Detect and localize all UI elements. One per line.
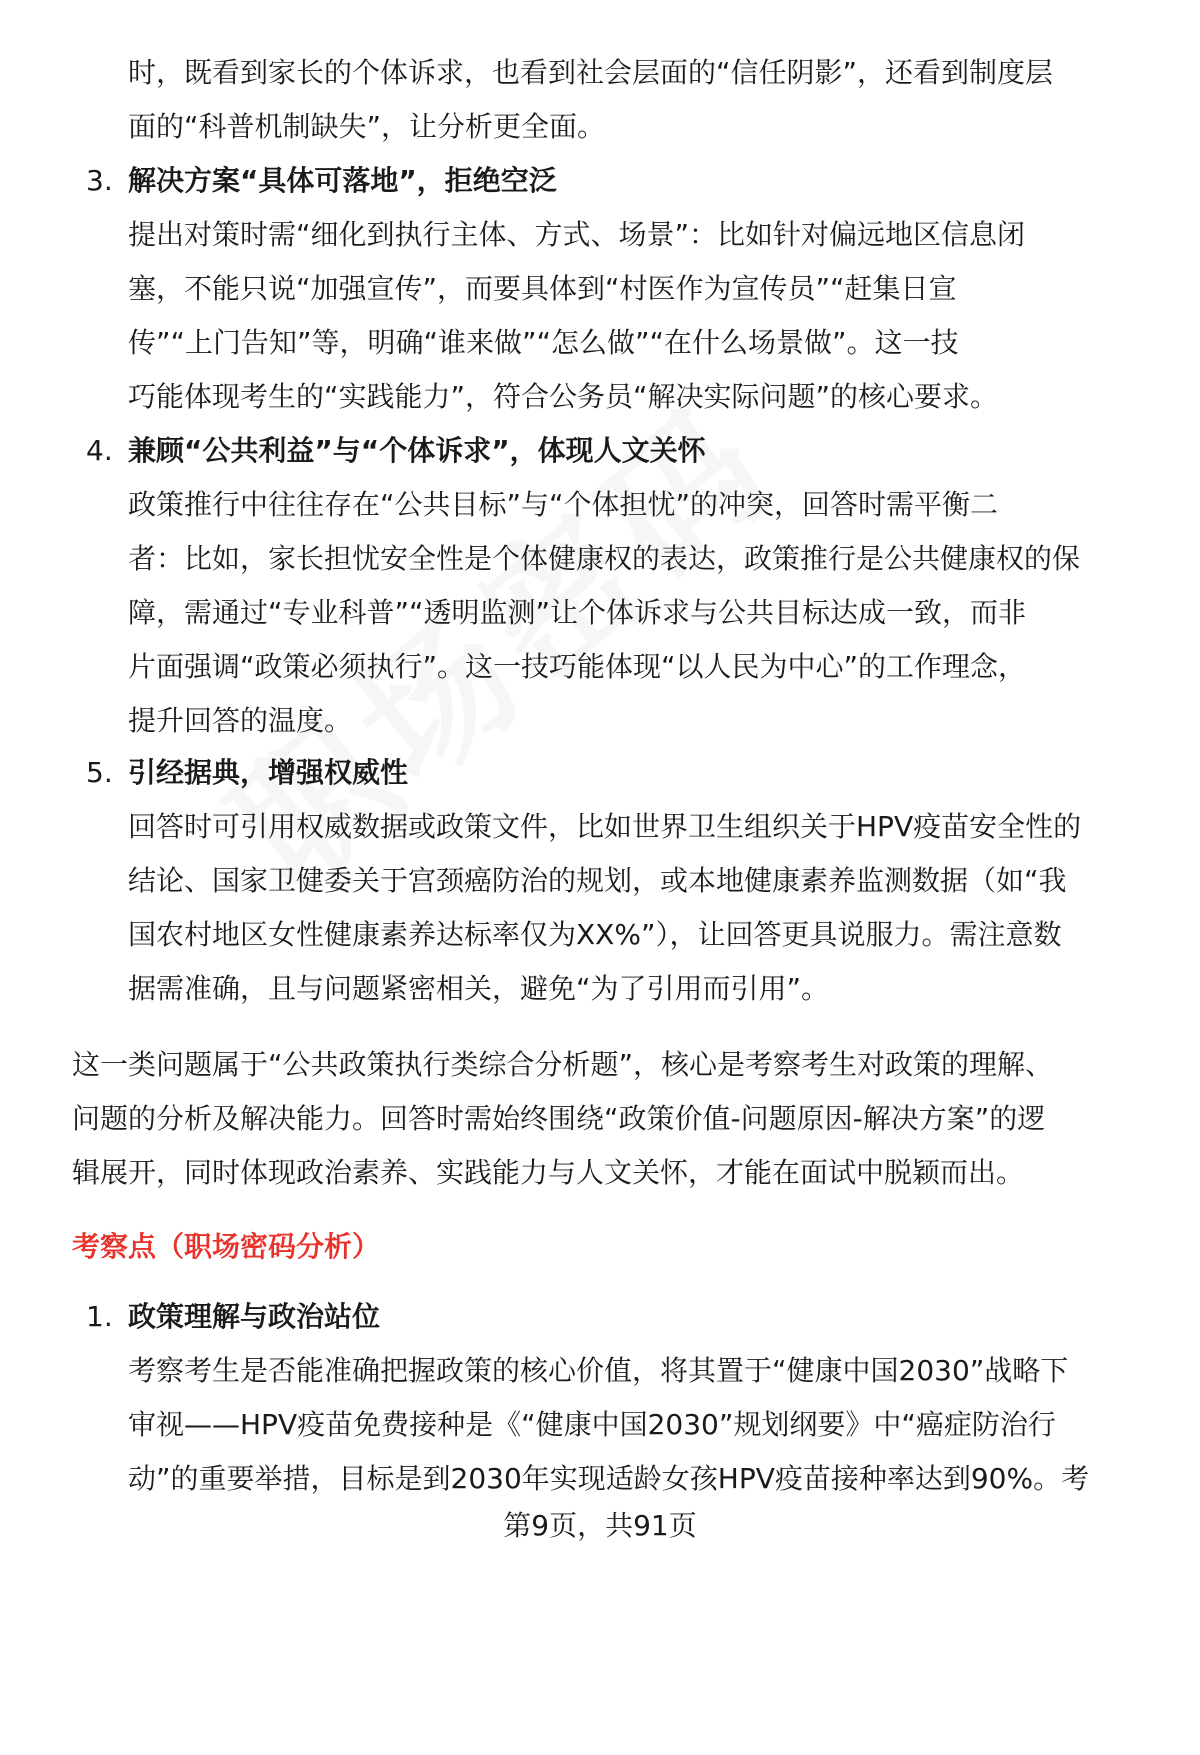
list-item-number: 4. bbox=[86, 434, 113, 467]
list-item-title bbox=[86, 744, 408, 803]
paragraph-line: 片面强调“政策必须执行”。这一技巧能体现“以人民为中心”的工作理念， bbox=[128, 650, 1027, 683]
list-item-title bbox=[86, 1288, 380, 1347]
paragraph-line: 动”的重要举措，目标是到2030年实现适龄女孩HPV疫苗接种率达到90%。考 bbox=[128, 1462, 1090, 1495]
paragraph-line: 据需准确，且与问题紧密相关，避免“为了引用而引用”。 bbox=[128, 972, 830, 1005]
paragraph-line: 提出对策时需“细化到执行主体、方式、场景”：比如针对偏远地区信息闭 bbox=[128, 218, 1026, 251]
paragraph-line: 传”“上门告知”等，明确“谁来做”“怎么做”“在什么场景做”。这一技 bbox=[128, 326, 959, 359]
summary-line: 问题的分析及解决能力。回答时需始终围绕“政策价值-问题原因-解决方案”的逻 bbox=[72, 1102, 1046, 1135]
paragraph-line: 回答时可引用权威数据或政策文件，比如世界卫生组织关于HPV疫苗安全性的 bbox=[128, 810, 1082, 843]
list-item-number: 1. bbox=[86, 1300, 113, 1333]
paragraph-line: 时，既看到家长的个体诉求，也看到社会层面的“信任阴影”，还看到制度层 bbox=[128, 56, 1054, 89]
list-item-heading: 解决方案“具体可落地”，拒绝空泛 bbox=[128, 164, 557, 197]
list-item-heading: 政策理解与政治站位 bbox=[128, 1300, 381, 1333]
paragraph-line: 巧能体现考生的“实践能力”，符合公务员“解决实际问题”的核心要求。 bbox=[128, 380, 999, 413]
paragraph-line: 政策推行中往往存在“公共目标”与“个体担忧”的冲突，回答时需平衡二 bbox=[128, 488, 999, 521]
list-item-heading: 兼顾“公共利益”与“个体诉求”，体现人文关怀 bbox=[128, 434, 706, 467]
list-item-number: 5. bbox=[86, 756, 113, 789]
list-item-number: 3. bbox=[86, 164, 113, 197]
paragraph-line: 考察考生是否能准确把握政策的核心价值，将其置于“健康中国2030”战略下 bbox=[128, 1354, 1069, 1387]
list-item-title bbox=[86, 422, 706, 481]
list-item-title bbox=[86, 152, 557, 211]
paragraph-line: 面的“科普机制缺失”，让分析更全面。 bbox=[128, 110, 606, 143]
paragraph-line: 塞，不能只说“加强宣传”，而要具体到“村医作为宣传员”“赶集日宣 bbox=[128, 272, 957, 305]
summary-line: 辑展开，同时体现政治素养、实践能力与人文关怀，才能在面试中脱颖而出。 bbox=[72, 1156, 1025, 1189]
paragraph-line: 障，需通过“专业科普”“透明监测”让个体诉求与公共目标达成一致，而非 bbox=[128, 596, 1027, 629]
list-item-heading: 引经据典，增强权威性 bbox=[128, 756, 409, 789]
paragraph-line: 国农村地区女性健康素养达标率仅为XX%”），让回答更具说服力。需注意数 bbox=[128, 918, 1062, 951]
paragraph-line: 者：比如，家长担忧安全性是个体健康权的表达，政策推行是公共健康权的保 bbox=[128, 542, 1081, 575]
paragraph-line: 审视——HPV疫苗免费接种是《“健康中国2030”规划纲要》中“癌症防治行 bbox=[128, 1408, 1056, 1441]
paragraph-line: 结论、国家卫健委关于宫颈癌防治的规划，或本地健康素养监测数据（如“我 bbox=[128, 864, 1067, 897]
section-heading: 考察点（职场密码分析） bbox=[72, 1230, 381, 1263]
page-number-footer: 第9页，共91页 bbox=[503, 1509, 697, 1542]
summary-line: 这一类问题属于“公共政策执行类综合分析题”，核心是考察考生对政策的理解、 bbox=[72, 1048, 1054, 1081]
paragraph-line: 提升回答的温度。 bbox=[128, 704, 353, 737]
